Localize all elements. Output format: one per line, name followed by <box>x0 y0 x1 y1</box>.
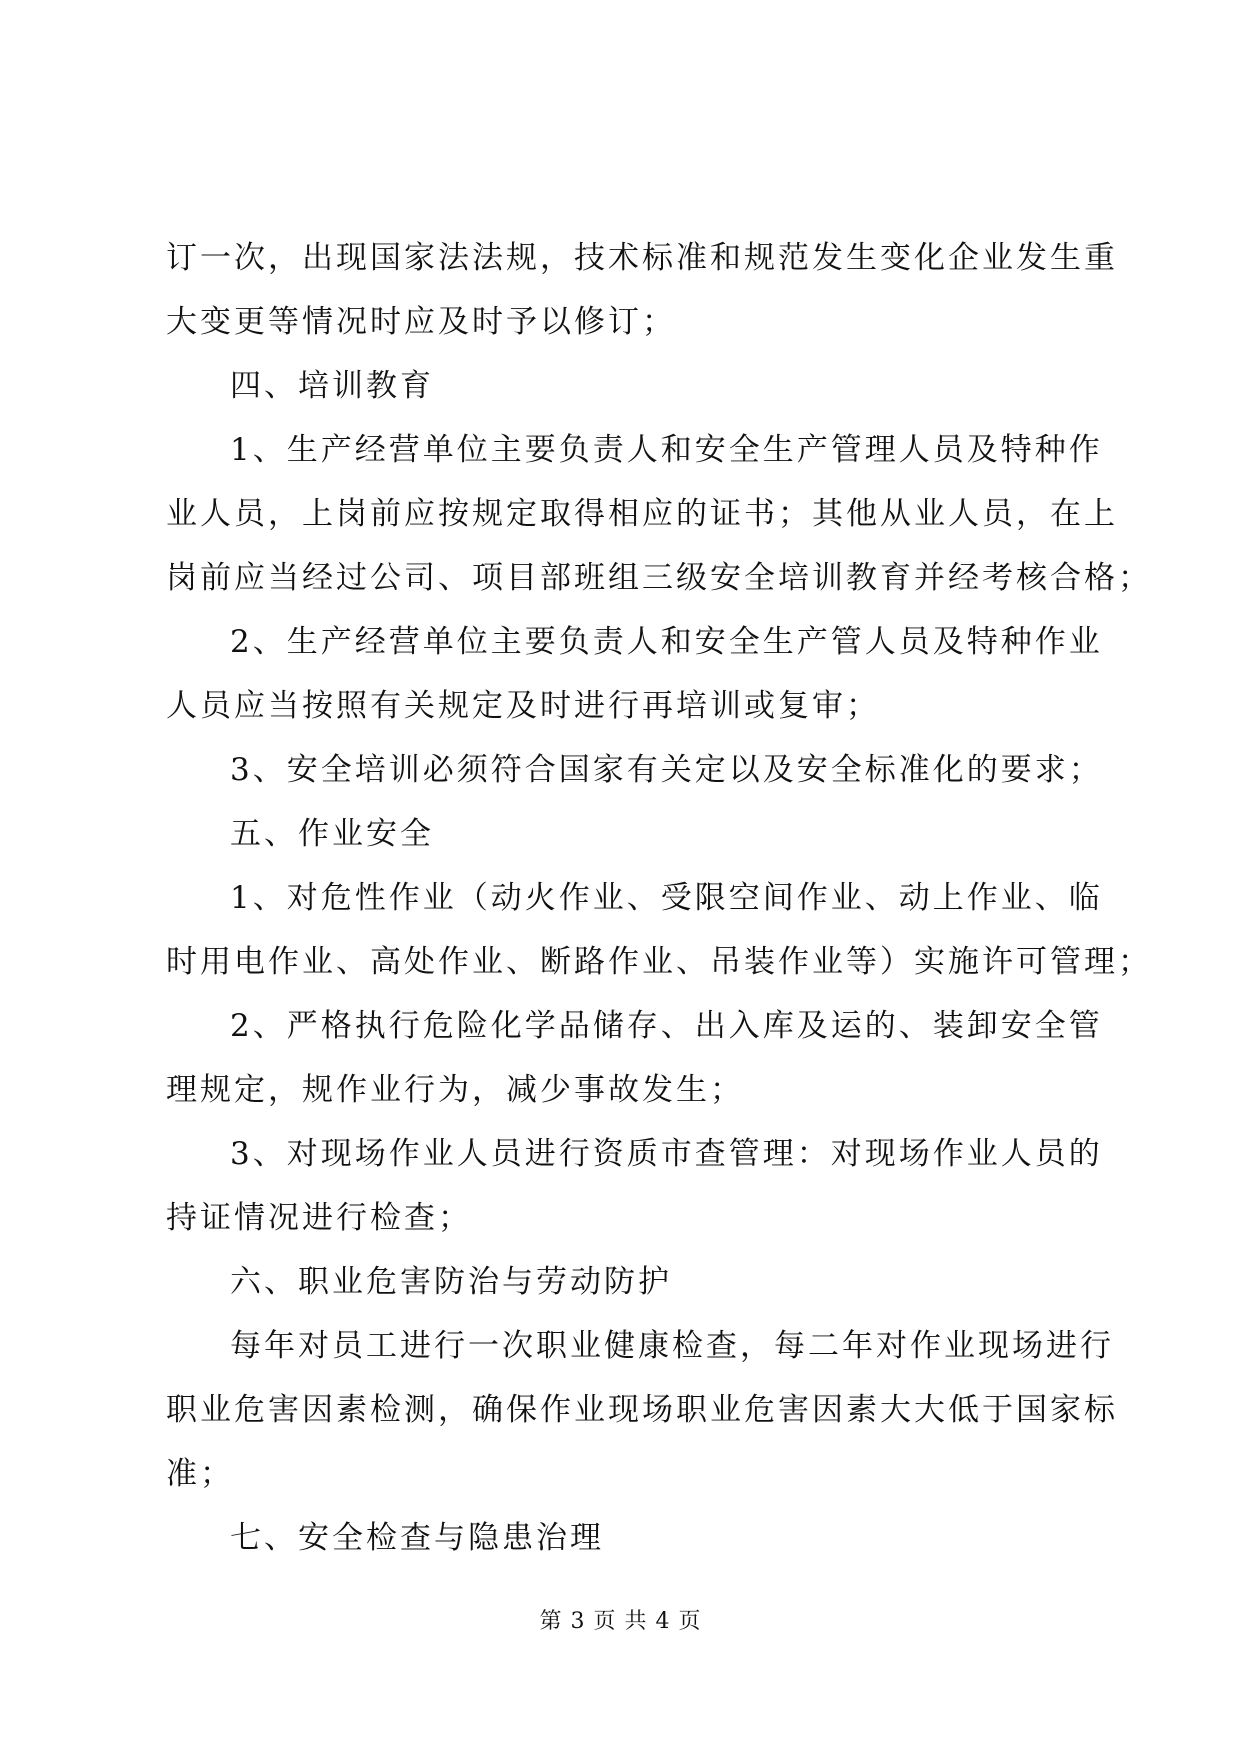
text-line: 理规定，规作业行为，减少事故发生； <box>166 1072 744 1108</box>
text-line: 时用电作业、高处作业、断路作业、吊装作业等）实施许可管理； <box>166 944 1152 980</box>
text-line: 3、对现场作业人员进行资质市查管理：对现场作业人员的 <box>230 1136 1103 1172</box>
text-line: 2、生产经营单位主要负责人和安全生产管人员及特种作业 <box>230 624 1103 660</box>
section-heading: 四、培训教育 <box>230 368 434 404</box>
text-line: 职业危害因素检测，确保作业现场职业危害因素大大低于国家标 <box>166 1392 1118 1428</box>
text-line: 岗前应当经过公司、项目部班组三级安全培训教育并经考核合格； <box>166 560 1152 596</box>
text-line: 2、严格执行危险化学品储存、出入库及运的、装卸安全管 <box>230 1008 1103 1044</box>
text-line: 每年对员工进行一次职业健康检查，每二年对作业现场进行 <box>230 1328 1114 1364</box>
text-line: 3、安全培训必须符合国家有关定以及安全标准化的要求； <box>230 752 1103 788</box>
text-line: 准； <box>166 1456 234 1492</box>
text-line: 大变更等情况时应及时予以修订； <box>166 304 676 340</box>
text-line: 1、生产经营单位主要负责人和安全生产管理人员及特种作 <box>230 432 1103 468</box>
page-number-footer: 第 3 页 共 4 页 <box>539 1609 702 1634</box>
section-heading: 五、作业安全 <box>230 816 434 852</box>
text-line: 人员应当按照有关规定及时进行再培训或复审； <box>166 688 880 724</box>
text-line: 订一次，出现国家法法规，技术标准和规范发生变化企业发生重 <box>166 240 1118 276</box>
text-line: 业人员，上岗前应按规定取得相应的证书；其他从业人员，在上 <box>166 496 1118 532</box>
section-heading: 六、职业危害防治与劳动防护 <box>230 1264 672 1300</box>
text-line: 持证情况进行检查； <box>166 1200 472 1236</box>
body-text <box>166 226 1152 1570</box>
section-heading: 七、安全检查与隐患治理 <box>230 1520 604 1556</box>
text-line: 1、对危性作业（动火作业、受限空间作业、动上作业、临 <box>230 880 1103 916</box>
